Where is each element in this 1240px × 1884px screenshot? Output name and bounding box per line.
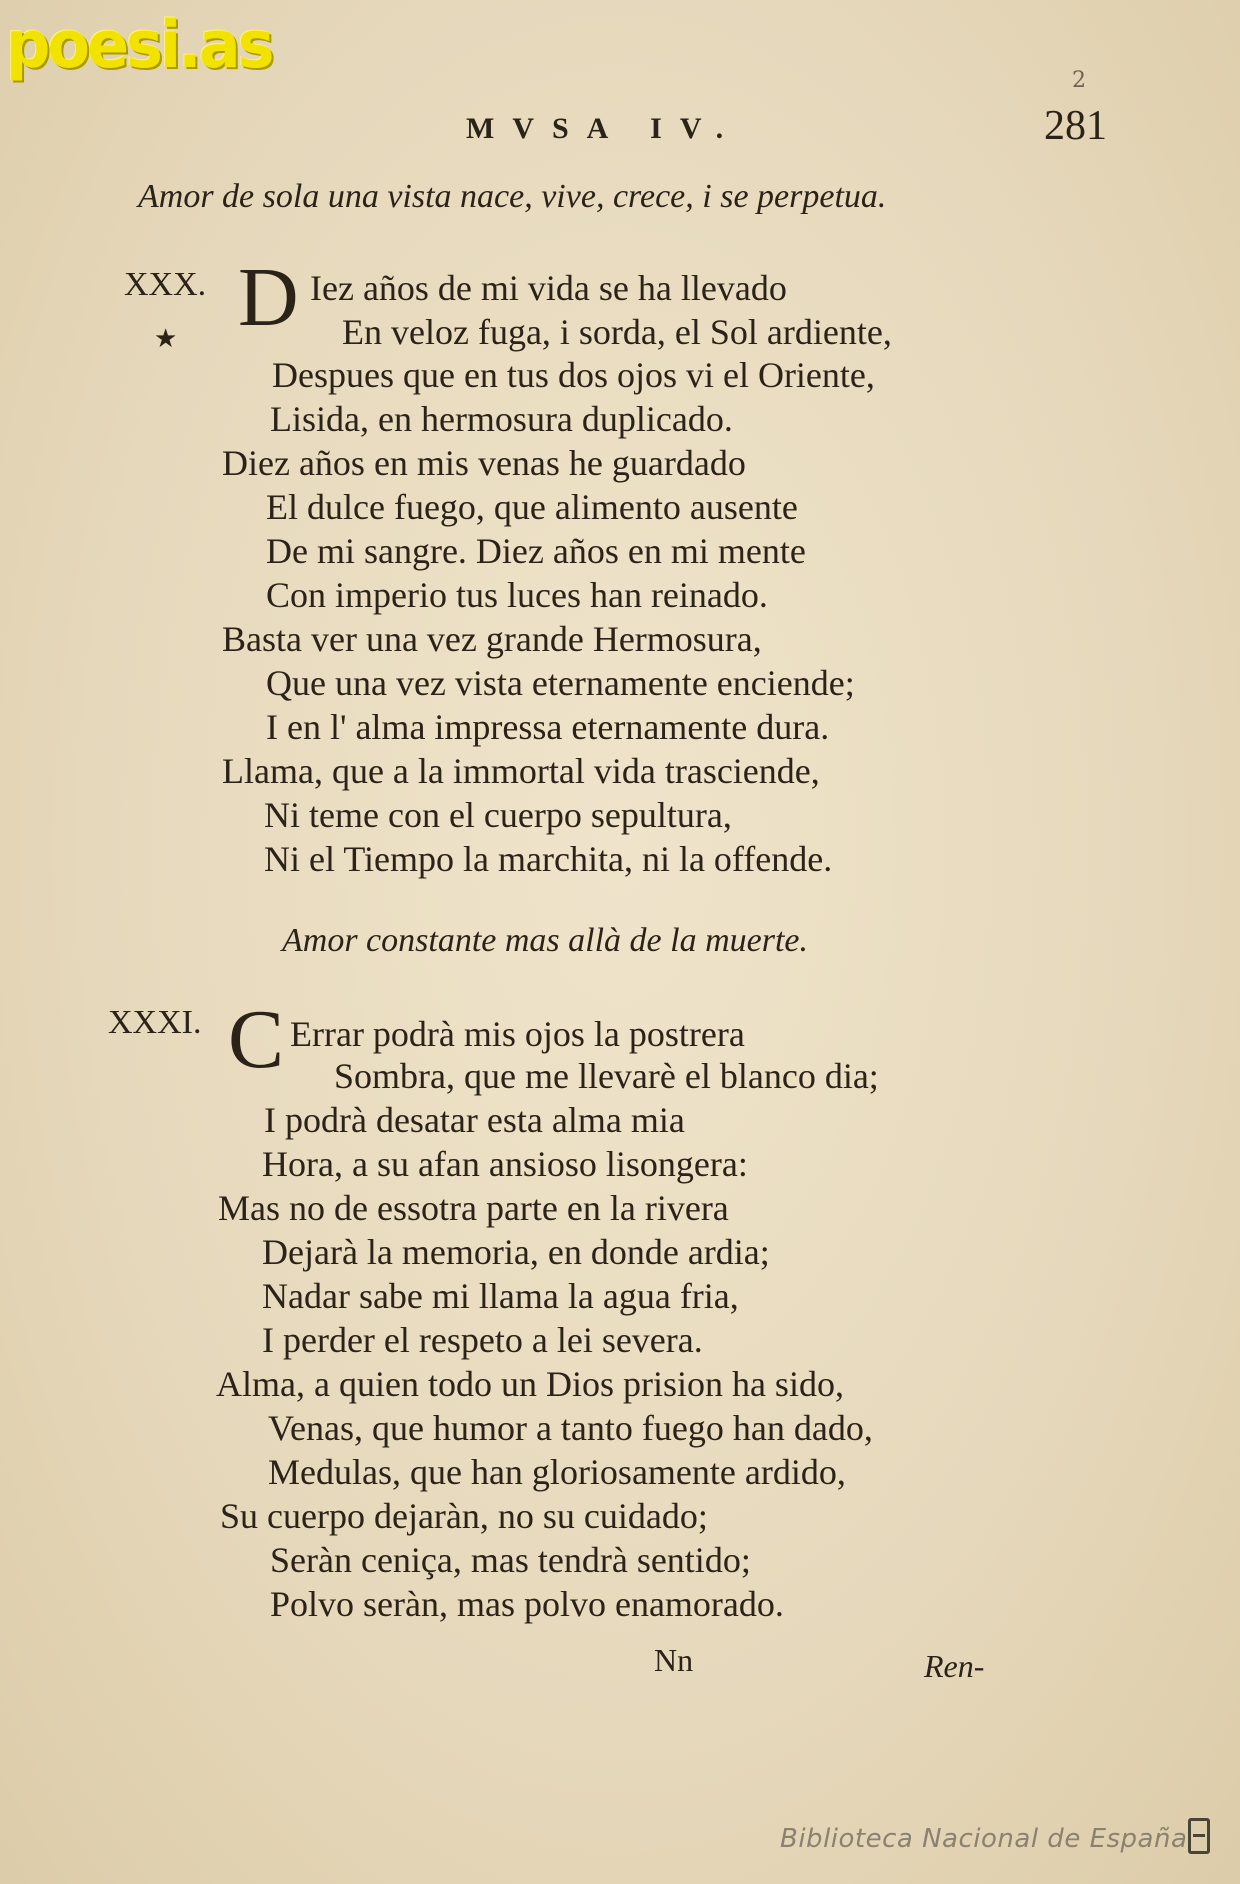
verse-line: Ni teme con el cuerpo sepultura, (264, 795, 732, 835)
sonnet-30-drop-cap: D (238, 251, 299, 344)
running-head: MVSA IV. (466, 112, 742, 145)
verse-line: Nadar sabe mi llama la agua fria, (262, 1276, 739, 1316)
verse-line: I perder el respeto a lei severa. (262, 1320, 703, 1360)
signature-mark: Nn (654, 1642, 694, 1678)
verse-line: Iez años de mi vida se ha llevado (310, 268, 787, 308)
verse-line: Diez años en mis venas he guardado (222, 443, 746, 483)
verse-line: Venas, que humor a tanto fuego han dado, (268, 1408, 873, 1448)
verse-line: Alma, a quien todo un Dios prision ha sido, (216, 1364, 844, 1404)
verse-line: I en l' alma impressa eternamente dura. (266, 707, 830, 747)
verse-line: Despues que en tus dos ojos vi el Oriente, (272, 355, 875, 395)
verse-line: Mas no de essotra parte en la rivera (218, 1188, 729, 1228)
verse-line: Medulas, que han gloriosamente ardido, (268, 1452, 846, 1492)
sonnet-31-drop-cap: C (228, 993, 285, 1086)
verse-line: Errar podrà mis ojos la postrera (290, 1014, 745, 1054)
verse-line: Hora, a su afan ansioso lisongera: (262, 1144, 748, 1184)
verse-line: I podrà desatar esta alma mia (264, 1100, 685, 1140)
verse-line: Con imperio tus luces han reinado. (266, 575, 768, 615)
verse-line: De mi sangre. Diez años en mi mente (266, 531, 806, 571)
sonnet-30-numeral: XXX. (124, 266, 207, 303)
verse-line: Su cuerpo dejaràn, no su cuidado; (220, 1496, 708, 1536)
watermark-logo: poesi.as (6, 6, 272, 83)
verse-line: Llama, que a la immortal vida trasciende, (222, 751, 820, 791)
sonnet-31-numeral: XXXI. (108, 1004, 202, 1041)
sonnet-31-heading: Amor constante mas allà de la muerte. (282, 922, 808, 959)
verse-line: Ni el Tiempo la marchita, ni la offende. (264, 839, 833, 879)
page-number: 281 (1044, 103, 1107, 149)
library-credit: Biblioteca Nacional de España (780, 1824, 1188, 1854)
catchword: Ren- (924, 1648, 985, 1684)
verse-line: Lisida, en hermosura duplicado. (270, 399, 733, 439)
verse-line: Basta ver una vez grande Hermosura, (222, 619, 762, 659)
verse-line: Que una vez vista eternamente enciende; (266, 663, 855, 703)
star-marker: ★ (154, 324, 178, 354)
verse-line: En veloz fuga, i sorda, el Sol ardiente, (342, 312, 892, 352)
folio-mark: 2 (1072, 68, 1086, 93)
verse-line: Sombra, que me llevarè el blanco dia; (334, 1056, 879, 1096)
verse-line: Dejarà la memoria, en donde ardia; (262, 1232, 770, 1272)
verse-line: Polvo seràn, mas polvo enamorado. (270, 1584, 784, 1624)
verse-line: Seràn ceniça, mas tendrà sentido; (270, 1540, 751, 1580)
verse-line: El dulce fuego, que alimento ausente (266, 487, 798, 527)
sonnet-30-heading: Amor de sola una vista nace, vive, crece, i se perpetua. (138, 178, 887, 215)
library-logo-icon (1188, 1818, 1210, 1854)
